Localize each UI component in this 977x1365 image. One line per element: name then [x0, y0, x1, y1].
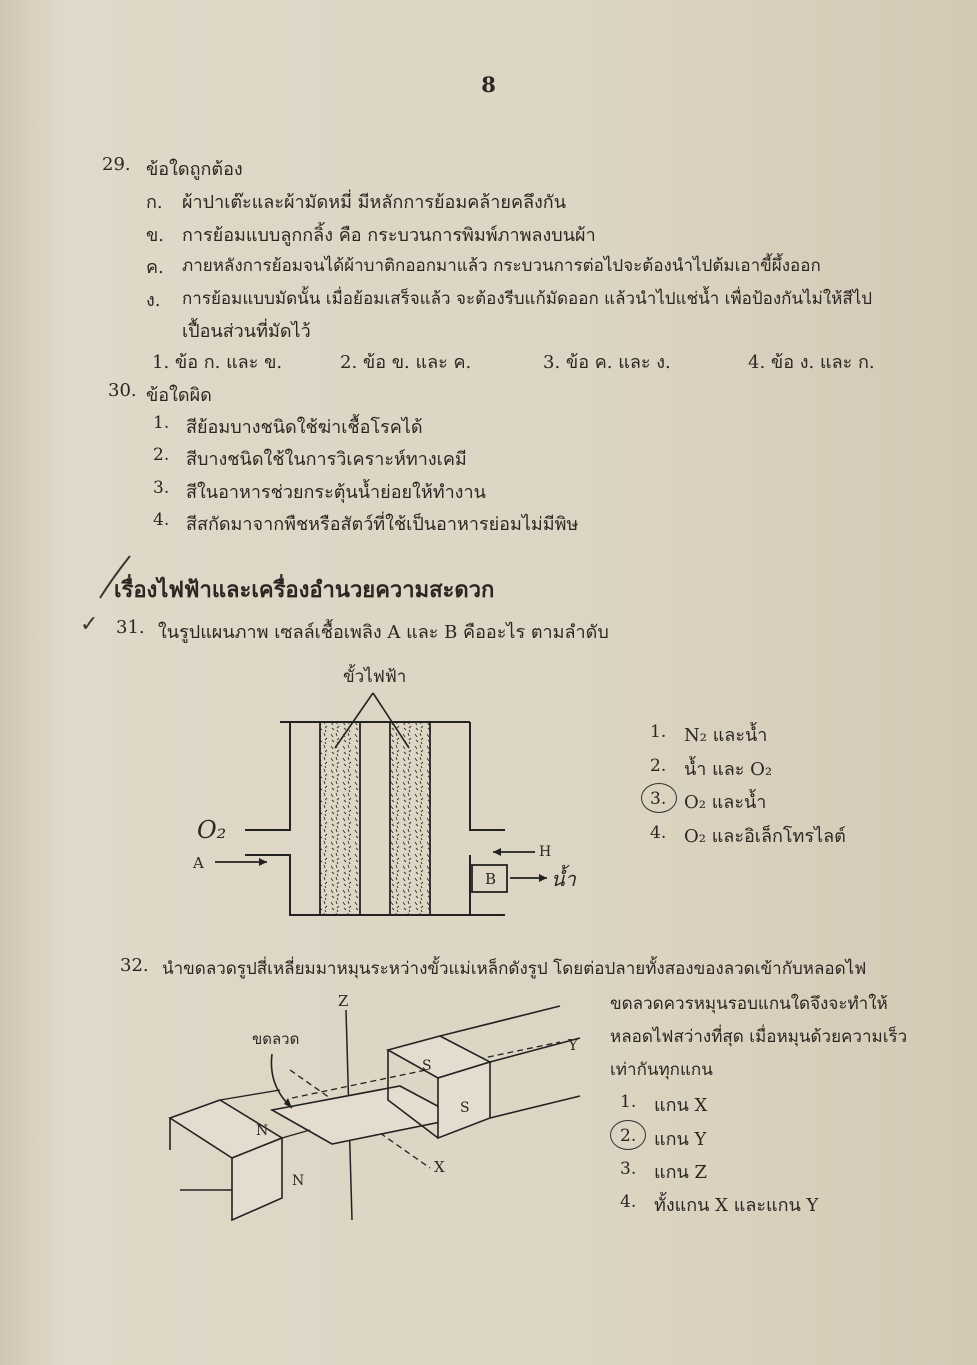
q32-choice-text: แกน Z [654, 1162, 708, 1183]
q31-choice-text: O₂ และน้ำ [684, 792, 767, 813]
q32-choice-text: ทั้งแกน X และแกน Y [654, 1195, 819, 1216]
q29-item-text: ผ้าปาเต๊ะและผ้ามัดหมี่ มีหลักการย้อมคล้ายคลึงกัน [182, 192, 567, 213]
q29-choice: 3. ข้อ ค. และ ง. [543, 352, 671, 373]
q31-choice-num: 1. [650, 722, 667, 742]
magnet-coil-diagram [160, 990, 600, 1245]
q32-number: 32. [120, 955, 149, 976]
pole-n-label: N [292, 1173, 305, 1189]
q32-line4: เท่ากันทุกแกน [610, 1060, 713, 1080]
q32-line1: นำขดลวดรูปสี่เหลี่ยมมาหมุนระหว่างขั้วแม่เหล็กดังรูป โดยต่อปลายทั้งสองของลวดเข้ากับหลอดไฟ [162, 959, 867, 979]
axis-x-label: X [434, 1158, 445, 1176]
q32-line2: ขดลวดควรหมุนรอบแกนใดจึงจะทำให้ [610, 994, 888, 1014]
q29-item-text: การย้อมแบบมัดนั้น เมื่อย้อมเสร็จแล้ว จะต้องรีบแก้มัดออก แล้วนำไปแช่น้ำ เพื่อป้องกันไม่ให้สีไป [182, 289, 873, 309]
q32-choice-num: 3. [620, 1159, 637, 1179]
q32-choice-num: 2. [620, 1126, 637, 1146]
q29-stem: ข้อใดถูกต้อง [146, 159, 243, 180]
q32-line3: หลอดไฟสว่างที่สุด เมื่อหมุนด้วยความเร็ว [610, 1027, 908, 1047]
q31-choice-text: N₂ และน้ำ [684, 725, 768, 746]
q31-number: 31. [116, 617, 145, 638]
handwritten-o2-note: O₂ [197, 816, 227, 844]
handwritten-water-note: น้ำ [551, 867, 576, 891]
q32-choice-num: 1. [620, 1092, 637, 1112]
coil-label: ขดลวด [252, 1030, 300, 1048]
q30-stem: ข้อใดผิด [146, 385, 212, 406]
pole-s-label: S [422, 1058, 432, 1074]
q31-choice-text: O₂ และอิเล็กโทรไลต์ [684, 826, 846, 847]
q32-choice-text: แกน Y [654, 1129, 707, 1150]
q30-choice-num: 3. [153, 478, 170, 498]
q31-choice-text: น้ำ และ O₂ [684, 759, 773, 780]
q29-item-label: ง. [146, 290, 161, 311]
q31-choice-num: 3. [650, 789, 667, 809]
q29-item-text: ภายหลังการย้อมจนได้ผ้าบาติกออกมาแล้ว กระบวนการต่อไปจะต้องนำไปต้มเอาขี้ผึ้งออก [182, 256, 821, 276]
q30-choice-text: สีย้อมบางชนิดใช้ฆ่าเชื้อโรคได้ [186, 417, 423, 438]
section-heading: เรื่องไฟฟ้าและเครื่องอำนวยความสะดวก [114, 577, 495, 603]
q29-item-label: ข. [146, 225, 165, 246]
q29-item-text-cont: เปื้อนส่วนที่มัดไว้ [182, 321, 311, 342]
q30-choice-text: สีสกัดมาจากพืชหรือสัตว์ที่ใช้เป็นอาหารย่อมไม่มีพิษ [186, 514, 579, 535]
q32-choice-num: 4. [620, 1192, 637, 1212]
axis-y-label: Y [568, 1036, 578, 1054]
q31-choice-num: 2. [650, 756, 667, 776]
q29-number: 29. [102, 154, 131, 175]
q30-choice-num: 2. [153, 445, 170, 465]
label-b: B [485, 870, 497, 888]
q31-stem: ในรูปแผนภาพ เซลล์เชื้อเพลิง A และ B คืออะไร ตามลำดับ [158, 622, 609, 643]
q30-choice-num: 4. [153, 510, 170, 530]
pole-s-label: S [460, 1100, 470, 1116]
q29-item-label: ก. [146, 192, 163, 213]
fuel-cell-diagram [185, 660, 595, 925]
q31-choice-num: 4. [650, 823, 667, 843]
q32-choice-text: แกน X [654, 1095, 708, 1116]
electrode-label: ขั้วไฟฟ้า [343, 667, 407, 687]
q29-choice: 1. ข้อ ก. และ ข. [152, 352, 283, 373]
page-number: 8 [481, 72, 496, 97]
q29-choice: 4. ข้อ ง. และ ก. [748, 352, 875, 373]
q30-choice-num: 1. [153, 413, 170, 433]
q30-choice-text: สีในอาหารช่วยกระตุ้นน้ำย่อยให้ทำงาน [186, 482, 486, 503]
q29-item-label: ค. [146, 257, 164, 278]
q29-choice: 2. ข้อ ข. และ ค. [340, 352, 472, 373]
q29-item-text: การย้อมแบบลูกกลิ้ง คือ กระบวนการพิมพ์ภาพลงบนผ้า [182, 225, 596, 246]
label-a: A [193, 854, 204, 872]
check-mark-icon: ✓ [80, 612, 99, 637]
q30-number: 30. [108, 380, 137, 401]
axis-z-label: Z [338, 992, 349, 1010]
pole-n-label: N [256, 1123, 269, 1139]
label-h: H [539, 844, 552, 860]
q30-choice-text: สีบางชนิดใช้ในการวิเคราะห์ทางเคมี [186, 449, 467, 470]
